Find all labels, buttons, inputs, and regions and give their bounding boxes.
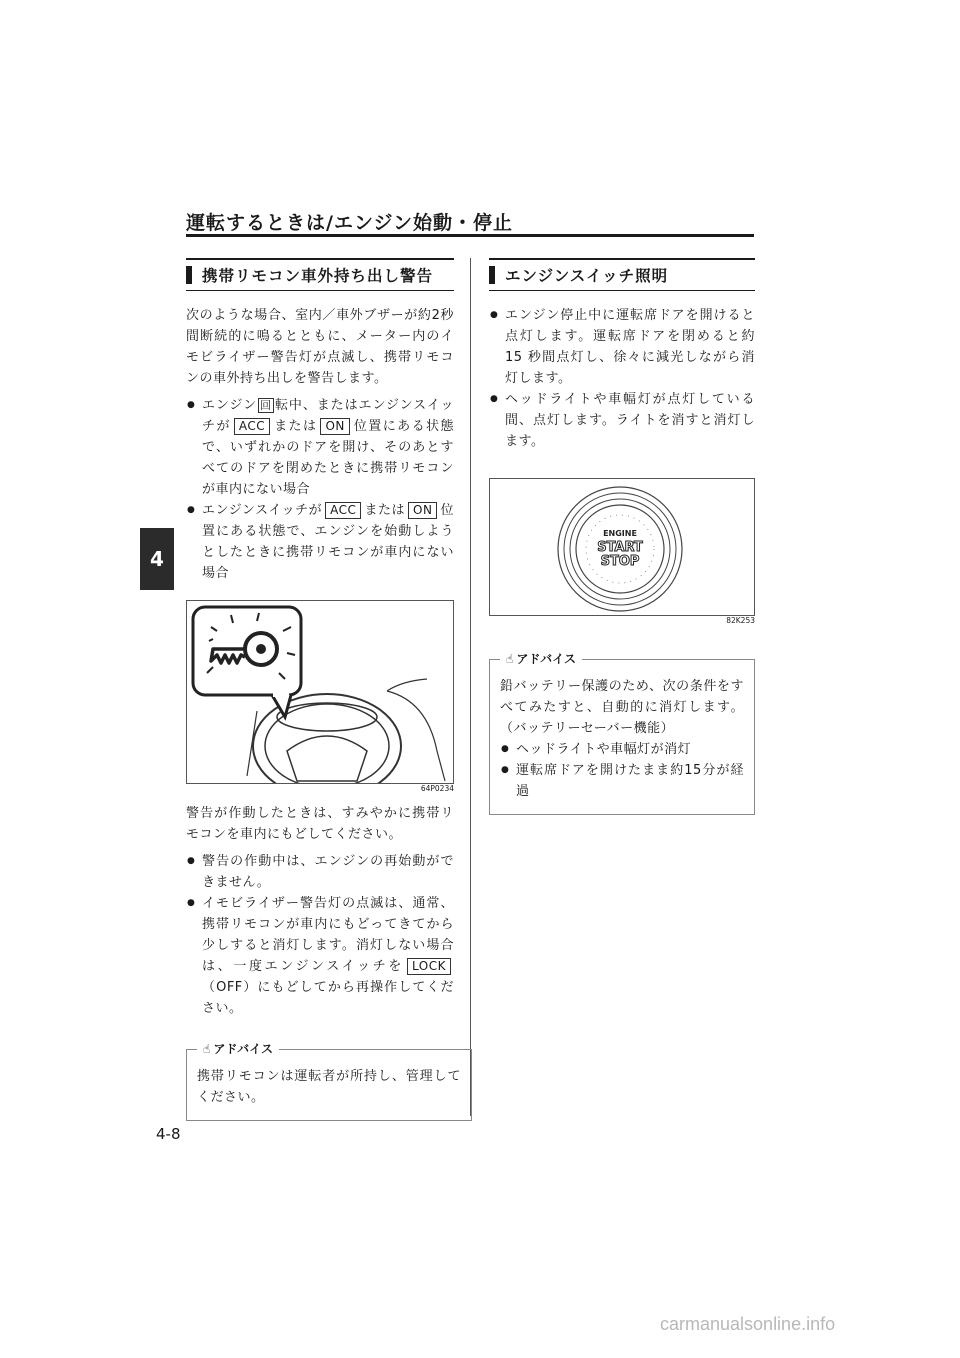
advice-text: 携帯リモコンは運転者が所持し、管理してください。 [197,1069,461,1105]
key-warning-illustration [187,601,453,783]
engine-rotation-icon: 回 [260,399,272,412]
left-column [186,258,461,1121]
list-item: ● 警告の作動中は、エンジンの再始動ができません。 [186,851,454,893]
after-warning-paragraph: 警告が作動したときは、すみやかに携帯リモコンを車内にもどしてください。 [186,806,454,842]
advice-text: 鉛バッテリー保護のため、次の条件をすべてみたすと、自動的に消灯します。（バッテリーセーバー機能） [500,679,744,736]
stop-label: STOP [600,554,640,569]
section-title-remote-warning: 携帯リモコン車外持ち出し警告 [186,258,454,291]
advice-box [186,1041,472,1121]
pointing-hand-icon: ☝ [203,1041,211,1056]
figure-code: 64P0234 [420,784,454,793]
list-item: ● エンジン停止中に運転席ドアを開けると点灯します。運転席ドアを閉めると約 15 秒間点灯し、徐々に減光しながら消灯します。 [489,305,755,389]
start-label: START [597,540,643,555]
section-title-switch-light: エンジンスイッチ照明 [489,258,755,291]
list-item: ● 運転席ドアを開けたまま約15分が経過 [500,760,744,802]
list-item: ● エンジンスイッチが ACC または ON 位置にある状態で、エンジンを始動しようとしたときに携帯リモコンが車内にない場合 [186,500,454,584]
lock-key-label: LOCK [407,958,451,975]
section-bar-icon [186,266,192,284]
intro-paragraph: 次のような場合、室内／車外ブザーが約2秒間断続的に鳴るとともに、メーター内のイモビライザー警告灯が点滅し、携帯リモコンの車外持ち出しを警告します。 [186,308,454,386]
list-item: ● エンジン 回 転中、またはエンジンスイッチが ACC または ON 位置にある状態で、いずれかのドアを開け、そのあとすべてのドアを閉めたときに携帯リモコンが車内にない場合 [186,395,454,500]
figure-start-stop-button [489,478,755,616]
list-item: ● ヘッドライトや車幅灯が消灯 [500,739,744,760]
advice-label: ☝ アドバイス [500,650,582,667]
figure-key-warning [186,600,454,784]
figure-code: 82K253 [726,616,755,625]
start-stop-button-illustration [490,479,754,615]
header-rule [186,234,754,237]
list-item: ● ヘッドライトや車幅灯が点灯している間、点灯します。ライトを消すと消灯します。 [489,389,755,452]
pointing-hand-icon: ☝ [506,651,514,666]
engine-label: ENGINE [603,529,637,538]
page-number: 4-8 [156,1125,181,1143]
on-key-label: ON [320,418,349,435]
watermark: carmanualsonline.info [660,1314,836,1334]
acc-key-label: ACC [234,418,270,435]
acc-key-label: ACC [325,502,361,519]
right-column [489,258,755,815]
advice-label: ☝ アドバイス [197,1040,279,1057]
on-key-label: ON [408,502,437,519]
advice-box [489,651,755,815]
column-divider [470,258,471,1116]
section-bar-icon [489,266,495,284]
list-item: ● イモビライザー警告灯の点滅は、通常、携帯リモコンが車内にもどってきてから少しすると消灯します。消灯しない場合は、一度エンジンスイッチを LOCK（OFF）にもどしてから再操作してください。 [186,893,454,1019]
page-header-title: 運転するときは/エンジン始動・停止 [186,212,513,234]
chapter-tab: 4 [140,528,174,590]
